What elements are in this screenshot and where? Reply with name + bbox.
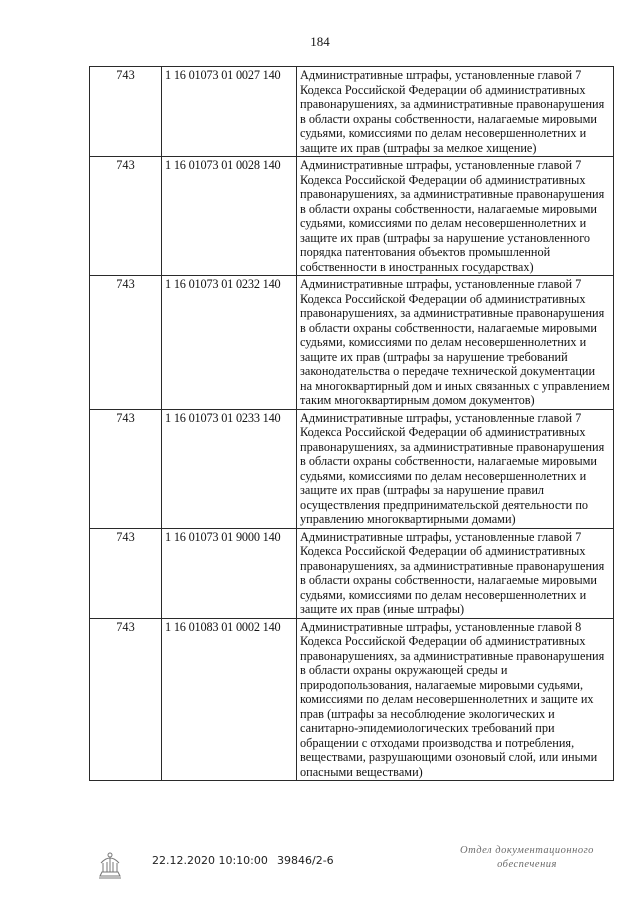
- admin-code-cell: 743: [90, 618, 162, 781]
- coat-of-arms-icon: [96, 850, 124, 880]
- description-cell: Административные штрафы, установленные главой 7 Кодекса Российской Федерации об административных правонарушениях, за административные правонарушения в области охраны собственности, налагаемые мировыми судьями, комиссиями по делам несовершеннолетних и защите их прав (штрафы за нарушение требований законодательства о передаче технической документации на многоквартирный дом и иных связанных с управлением таким многоквартирным домом документов): [297, 276, 614, 410]
- admin-code-cell: 743: [90, 409, 162, 528]
- admin-code-cell: 743: [90, 67, 162, 157]
- stamp-line: Отдел документационного: [460, 845, 594, 856]
- kbk-code-cell: 1 16 01073 01 9000 140: [162, 528, 297, 618]
- department-stamp: [452, 844, 602, 872]
- table-row: [90, 276, 614, 410]
- registration-datetime: 22.12.2020 10:10:00: [152, 854, 268, 867]
- description-cell: Административные штрафы, установленные главой 7 Кодекса Российской Федерации об административных правонарушениях, за административные правонарушения в области охраны собственности, налагаемые мировыми судьями, комиссиями по делам несовершеннолетних и защите их прав (штрафы за нарушение правил осуществления предпринимательской деятельности по управлению многоквартирными домами): [297, 409, 614, 528]
- kbk-code-cell: 1 16 01073 01 0232 140: [162, 276, 297, 410]
- description-cell: Административные штрафы, установленные главой 7 Кодекса Российской Федерации об административных правонарушениях, за административные правонарушения в области охраны собственности, налагаемые мировыми судьями, комиссиями по делам несовершеннолетних и защите их прав (штрафы за нарушение установленного порядка патентования объектов промышленной собственности в иностранных государствах): [297, 157, 614, 276]
- description-cell: Административные штрафы, установленные главой 8 Кодекса Российской Федерации об административных правонарушениях, за административные правонарушения в области охраны окружающей среды и природопользования, налагаемые мировыми судьями, комиссиями по делам несовершеннолетних и защите их прав (штрафы за несоблюдение экологических и санитарно-эпидемиологических требований при обращении с отходами производства и потребления, веществами, разрушающими озоновый слой, или иными опасными веществами): [297, 618, 614, 781]
- stamp-line: обеспечения: [497, 859, 557, 870]
- kbk-code-cell: 1 16 01083 01 0002 140: [162, 618, 297, 781]
- table-row: [90, 157, 614, 276]
- admin-code-cell: 743: [90, 157, 162, 276]
- table-row: [90, 67, 614, 157]
- page-footer: [0, 846, 640, 896]
- page-number: 184: [310, 34, 330, 49]
- kbk-table: [89, 66, 614, 781]
- table-row: [90, 409, 614, 528]
- admin-code-cell: 743: [90, 276, 162, 410]
- table-row: [90, 618, 614, 781]
- description-cell: Административные штрафы, установленные главой 7 Кодекса Российской Федерации об административных правонарушениях, за административные правонарушения в области охраны собственности, налагаемые мировыми судьями, комиссиями по делам несовершеннолетних и защите их прав (иные штрафы): [297, 528, 614, 618]
- kbk-code-cell: 1 16 01073 01 0027 140: [162, 67, 297, 157]
- description-cell: Административные штрафы, установленные главой 7 Кодекса Российской Федерации об административных правонарушениях, за административные правонарушения в области охраны собственности, налагаемые мировыми судьями, комиссиями по делам несовершеннолетних и защите их прав (штрафы за мелкое хищение): [297, 67, 614, 157]
- document-number: 39846/2-6: [277, 854, 334, 867]
- admin-code-cell: 743: [90, 528, 162, 618]
- table-row: [90, 528, 614, 618]
- kbk-code-cell: 1 16 01073 01 0028 140: [162, 157, 297, 276]
- kbk-code-cell: 1 16 01073 01 0233 140: [162, 409, 297, 528]
